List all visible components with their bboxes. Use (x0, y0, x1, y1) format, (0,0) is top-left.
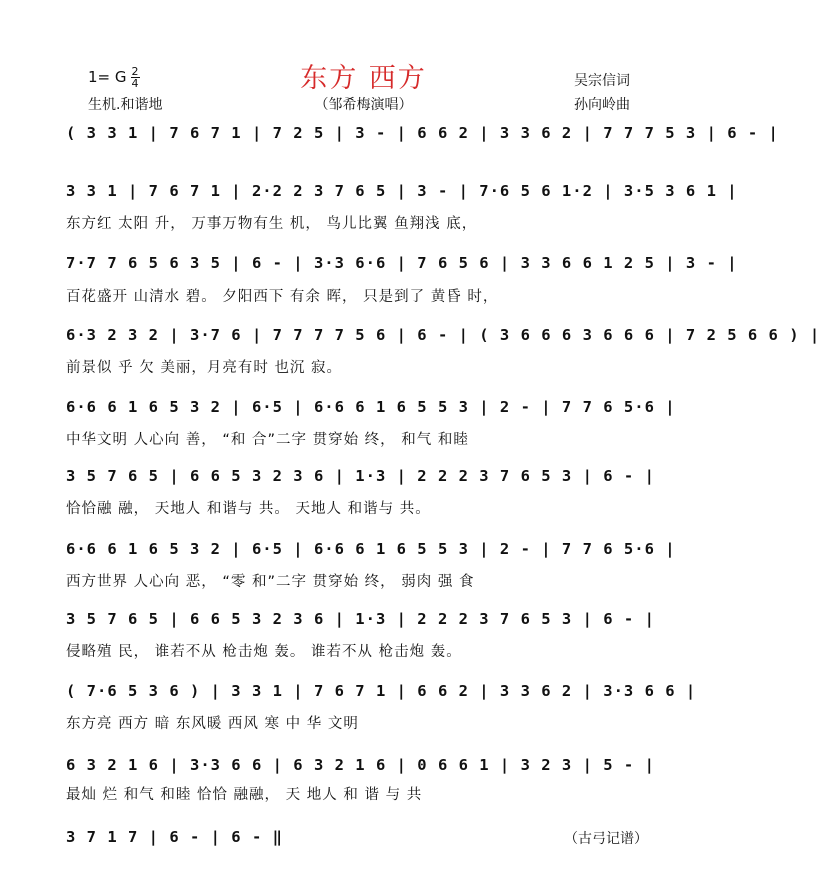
time-signature-numerator: 2 (131, 65, 139, 78)
lyricist-credit: 吴宗信词 (574, 73, 630, 89)
notation-line: 3 3 1 | 7 6 7 1 | 2·2 2 3 7 6 5 | 3 - | 7·6 5 6 1·2 | 3·5 3 6 1 | (66, 182, 738, 200)
key-signature (88, 66, 140, 89)
lyric-line: 恰恰融 融， 天地人 和谐与 共。 天地人 和谐与 共。 (66, 501, 431, 517)
lyric-line: 侵略殖 民， 谁若不从 枪击炮 轰。 谁若不从 枪击炮 轰。 (66, 644, 462, 660)
notation-line: 7·7 7 6 5 6 3 5 | 6 - | 3·3 6·6 | 7 6 5 6 | 3 3 6 6 1 2 5 | 3 - | (66, 254, 738, 272)
lyric-line: 中华文明 人心向 善， “和 合”二字 贯穿始 终， 和气 和睦 (66, 432, 469, 448)
transcriber-note: （古弓记谱） (564, 831, 648, 847)
singer-credit: （邹希梅演唱） (314, 97, 413, 113)
lyric-line: 前景似 乎 欠 美丽，月亮有时 也沉 寂。 (66, 360, 343, 376)
place-label: 生机.和谐地 (88, 97, 163, 113)
key-label: 1= G (88, 68, 127, 86)
notation-line: 6·6 6 1 6 5 3 2 | 6·5 | 6·6 6 1 6 5 5 3 | 2 - | 7 7 6 5·6 | (66, 540, 676, 558)
lyric-line: 最灿 烂 和气 和睦 恰恰 融融， 天 地人 和 谐 与 共 (66, 787, 423, 803)
lyric-line: 东方亮 西方 暗 东风暖 西风 寒 中 华 文明 (66, 716, 359, 732)
notation-line: 6 3 2 1 6 | 3·3 6 6 | 6 3 2 1 6 | 0 6 6 1 | 3 2 3 | 5 - | (66, 756, 655, 774)
lyric-line: 百花盛开 山清水 碧。 夕阳西下 有余 晖， 只是到了 黄昏 时， (66, 289, 499, 305)
notation-line: 6·3 2 3 2 | 3·7 6 | 7 7 7 7 5 6 | 6 - | ( 3 6 6 6 3 6 6 6 | 7 2 5 6 6 ) | (66, 326, 820, 344)
notation-line: 6·6 6 1 6 5 3 2 | 6·5 | 6·6 6 1 6 5 5 3 | 2 - | 7 7 6 5·6 | (66, 398, 676, 416)
notation-line: 3 7 1 7 | 6 - | 6 - ‖ (66, 828, 283, 846)
lyric-line (66, 150, 717, 170)
composer-credit: 孙向岭曲 (574, 97, 630, 113)
song-title: 东方 西方 (300, 63, 427, 94)
lyric-line: 东方红 太阳 升， 万事万物有生 机， 鸟儿比翼 鱼翔浅 底， (66, 216, 478, 232)
lyric-line: 西方世界 人心向 恶， “零 和”二字 贯穿始 终， 弱肉 强 食 (66, 574, 475, 590)
notation-line: 3 5 7 6 5 | 6 6 5 3 2 3 6 | 1·3 | 2 2 2 3 7 6 5 3 | 6 - | (66, 467, 655, 485)
time-signature-denominator: 4 (131, 77, 139, 90)
notation-line: ( 3 3 1 | 7 6 7 1 | 7 2 5 | 3 - | 6 6 2 | 3 3 6 2 | 7 7 7 5 3 | 6 - | (66, 124, 779, 142)
time-signature (131, 66, 140, 89)
notation-line: ( 7·6 5 3 6 ) | 3 3 1 | 7 6 7 1 | 6 6 2 | 3 3 6 2 | 3·3 6 6 | (66, 682, 697, 700)
notation-line: 3 5 7 6 5 | 6 6 5 3 2 3 6 | 1·3 | 2 2 2 3 7 6 5 3 | 6 - | (66, 610, 655, 628)
